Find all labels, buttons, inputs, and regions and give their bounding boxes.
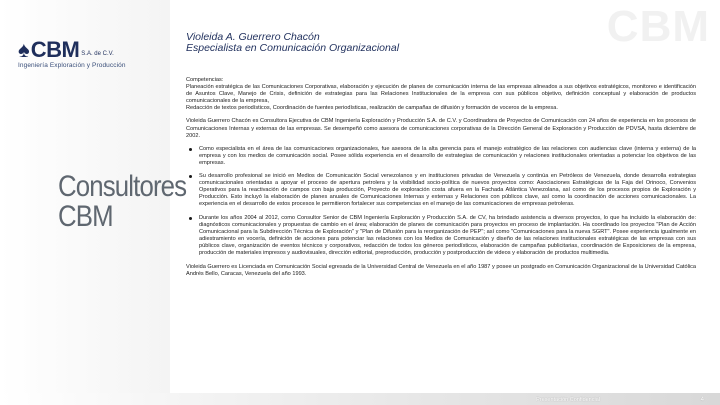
intro-paragraph: Violeida Guerrero Chacón es Consultora Ejecutiva de CBM Ingeniería Exploración y Producción S.A. de C.V. y Coordinadora de Proyectos de Comunicación con 24 años de experiencia en los procesos de Comunicaciones Internas y externas de las empresas. Se desempeñó como asesora de comunicaciones corporativas de la Dirección General de Exploración y Producción de PDVSA, hasta diciembre de 2002. bbox=[186, 118, 696, 139]
brand-line-2: CBM bbox=[58, 200, 113, 233]
logo-mark-icon: ♠ bbox=[18, 37, 30, 62]
competencies-text-2: Redacción de textos periodísticos, Coordinación de fuentes periodísticas, realización de campañas de difusión y formación de voceros de la empresa. bbox=[186, 105, 558, 112]
profile-role: Especialista en Comunicación Organizacional bbox=[186, 42, 400, 54]
experience-list bbox=[186, 146, 696, 257]
logo-subtitle: Ingeniería Exploración y Producción bbox=[18, 62, 126, 69]
list-item bbox=[186, 215, 696, 258]
bullet-icon bbox=[189, 148, 192, 151]
bullet-icon bbox=[189, 175, 192, 178]
content-area bbox=[186, 32, 696, 278]
footer-label: Presentación Confidencial bbox=[536, 397, 600, 403]
list-item-text: Durante los años 2004 al 2012, como Consultor Senior de CBM Ingeniería Exploración y Producción S.A. de CV, ha brindado asistencia a diversos proyectos, lo que ha incluido la elaboración de: diagnósticos comunicacionales y propuestas de cambio en el área; elaboración de planes de comunicación para proyectos en proceso de implantación. Ha coordinado los proyectos "Plan de Acción Comunicacional para la Subdirección Técnica de Exploración" y "Plan de Difusión para la reorganización de PEP"; así como "Comunicaciones para la nueva SGRT". Posee experiencia igualmente en adiestramiento en vocería, definición de acciones para potenciar las relaciones con los Medios de Comunicación y diseño de las relaciones institucionales estratégicas de las empresas con sus públicos clave, organización de eventos técnicos y corporativos, redacción de todos los géneros periodísticos, elaboración de campañas publicitarias, coordinación de Exposiciones de la empresa, producción de materiales impresos y audiovisuales, dirección editorial, preproducción, producción y postproducción de videos y elaboración de productos multimedia. bbox=[199, 214, 696, 256]
footer-band bbox=[0, 393, 720, 405]
list-item-text: Como especialista en el área de las comunicaciones organizacionales, fue asesora de la alta gerencia para el manejo estratégico de las relaciones con audiencias clave (interna y externa) de la empresa y con los medios de comunicación social. Posee sólida experiencia en el desarrollo de estrategias de comunicación y relaciones institucionales orientadas a potenciar los objetivos de las empresas. bbox=[199, 145, 696, 166]
logo-name: CBM bbox=[30, 37, 80, 62]
closing-paragraph: Violeida Guerrero es Licenciada en Comunicación Social egresada de la Universidad Central de Venezuela en el año 1987 y posee un postgrado en Comunicación Organizacional de la Universidad Católica Andrés Bello, Caracas, Venezuela del año 1993. bbox=[186, 264, 696, 278]
company-logo bbox=[18, 37, 168, 69]
competencies-title: Competencias: bbox=[186, 77, 224, 83]
list-item-text: Su desarrollo profesional se inició en Medios de Comunicación Social venezolanos y en instituciones privadas de Venezuela y continúa en Petróleos de Venezuela, donde desarrolla estrategias comunicacionales orientadas a apoyar el proceso de apertura petrolera y la visibilidad socio-política de nuevos proyectos como: Asociaciones Estratégicas de la Faja del Orinoco, Convenios Operativos para la reactivación de campos con baja producción, Proyecto de exploración costa afuera en la Fachada Atlántica Venezolana, así como de los procesos propios de Exploración y Producción. Esto incluyó la elaboración de planes anuales de Comunicaciones Internas y externas y Relaciones con públicos clave, así como la coordinación de acciones comunicacionales. La experiencia en el desarrollo de estos procesos le permitieron fortalecer sus competencias en el manejo de las comunicaciones de empresas petroleras. bbox=[199, 173, 696, 208]
logo-row bbox=[18, 37, 168, 62]
bullet-icon bbox=[189, 217, 192, 220]
logo-suffix: S.A. de C.V. bbox=[81, 51, 114, 57]
list-item bbox=[186, 146, 696, 167]
brand-block bbox=[58, 172, 207, 232]
brand-line-1: Consultores bbox=[58, 170, 187, 203]
page-number: 4 bbox=[700, 397, 704, 403]
watermark-logo: CBM bbox=[606, 2, 710, 51]
list-item bbox=[186, 173, 696, 208]
profile-name: Violeida A. Guerrero Chacón bbox=[186, 31, 320, 43]
competencies-text-1: Planeación estratégica de las Comunicaciones Corporativas, elaboración y ejecución de planes de comunicación interna de las empresas alineados a sus objetivos estratégicos, monitoreo e identificación de Asuntos Clave, Manejo de Crisis, definición de estrategias para las Relaciones Institucionales de la empresa con sus públicos objetivo, definición conceptual y elaboración de productos comunicacionales de la empresa, bbox=[186, 84, 696, 105]
